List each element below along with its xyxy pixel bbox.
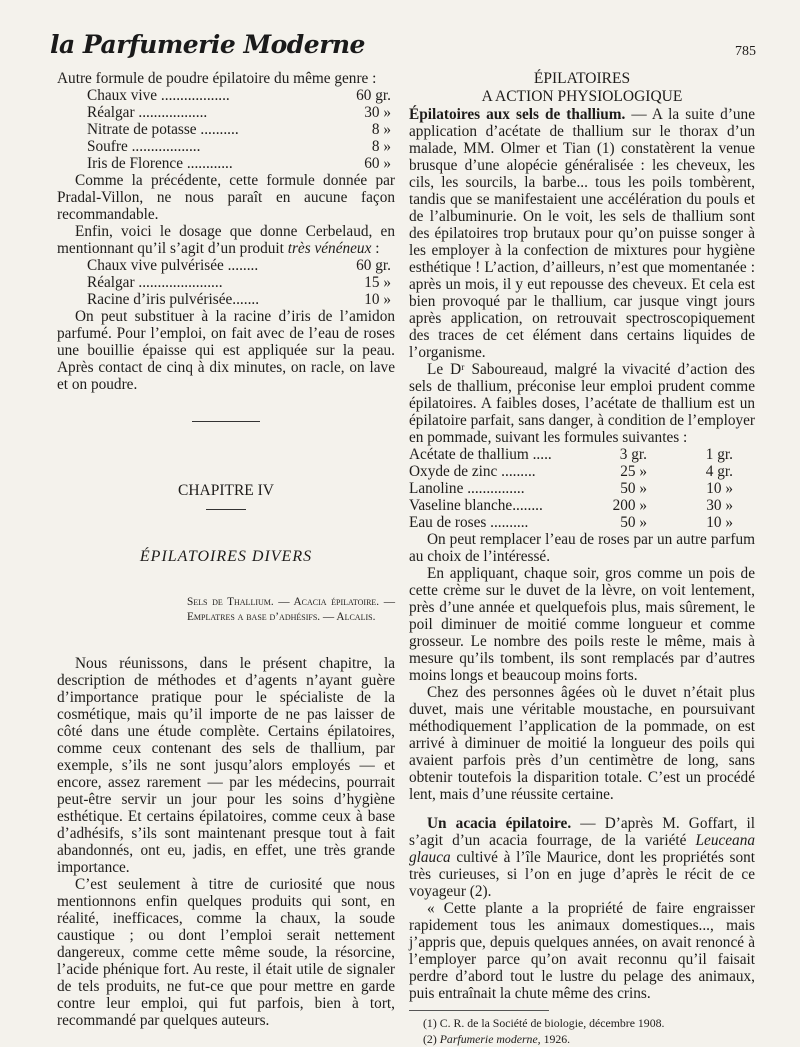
table-row: Lanoline ............... 50 » 10 » [409, 480, 733, 497]
paragraph: Épilatoires aux sels de thallium. — A la suite d’une application d’acétate de thallium sur le thorax d’un malade, MM. Olmer et Tian (1) constatèrent la venue brusque d’une alopécie généralisée : les cheveux, les cils, les sourcils, la barbe... tous les poils tombèrent, tandis que se manifestaient une accélération du pouls et de l’albuminurie. On le voit, les sels de thallium sont des épilatoires trop brutaux pour qu’on puisse songer à les employer à la confection de mixtures pour hygiène esthétique ! L’action, d’ailleurs, n’est que momentanée : après un mois, il y eut repousse des cheveux. Et cela est bien provoqué par le thallium, car jusque vingt jours après application, on retrouvait spectroscopiquement des traces de cet élément dans certains liquides de l’organisme. [409, 106, 755, 361]
recipe-row: Racine d’iris pulvérisée....... 10 » [87, 291, 391, 308]
recipe-row: Chaux vive .................. 60 gr. [87, 87, 391, 104]
recipe-row: Réalgar ...................... 15 » [87, 274, 391, 291]
chapter-summary: Sels de Thallium. — Acacia épilatoire. — Emplatres a base d’adhésifs. — Alcalis. [187, 596, 395, 623]
recipe-row: Nitrate de potasse .......... 8 » [87, 121, 391, 138]
recipe-2 [87, 257, 395, 308]
paragraph: En appliquant, chaque soir, gros comme un pois de cette crème sur le duvet de la lèvre, on voit lentement, près d’une année et quelquefois plus, mais sûrement, le poil diminuer de moitié comme longueur et comme grosseur. Le nombre des poils reste le même, mais à mesure qu’ils tombent, ils sont remplacés par d’autres moins longs et beaucoup moins forts. [409, 565, 755, 684]
chapter-heading: CHAPITRE IV [177, 482, 274, 499]
journal-logo: la Parfumerie Moderne [50, 30, 365, 59]
table-row: Oxyde de zinc ......... 25 » 4 gr. [409, 463, 733, 480]
paragraph: On peut substituer à la racine d’iris de l’amidon parfumé. Pour l’emploi, on fait avec de l’eau de roses une bouillie épaisse qui est appliquée sur la peau. Après contact de cinq à dix minutes, on racle, on lave et on poudre. [57, 308, 395, 393]
footnote-1: (1) C. R. de la Société de biologie, décembre 1908. [423, 1016, 665, 1030]
recipe-row: Soufre .................. 8 » [87, 138, 391, 155]
paragraph: Enfin, voici le dosage que donne Cerbelaud, en mentionnant qu’il s’agit d’un produit très vénéneux : [57, 223, 395, 257]
paragraph: Le Dʳ Saboureaud, malgré la vivacité d’action des sels de thallium, préconise leur emploi prudent comme épilatoires. A faibles doses, l’acétate de thallium est un épilatoire parfait, sans danger, à condition de l’employer en pommade, suivant les formules suivantes : [409, 361, 755, 446]
recipe-1 [87, 87, 395, 172]
page-number: 785 [735, 44, 756, 59]
section-subheading: A ACTION PHYSIOLOGIQUE [481, 88, 683, 105]
paragraph: Nous réunissons, dans le présent chapitre, la description de méthodes et d’agents n’ayant guère d’importance pratique pour le spécialiste de la cosmétique, mais qu’il importe de ne pas laisser de côté dans une étude complète. Certains épilatoires, comme ceux contenant des sels de thallium, par exemple, s’ils ne sont jusqu’alors employés — et encore, assez rarement — par les médecins, pourrait peut-être servir un jour pour les soins d’hygiène esthétique. Et certains épilatoires, comme ceux à base d’adhésifs, s’ils sont maintenant presque tout à fait abandonnés, ont eu, jadis, en effet, une très grande importance. [57, 655, 395, 876]
section-title: ÉPILATOIRES DIVERS [139, 548, 313, 565]
paragraph: Comme la précédente, cette formule donnée par Pradal-Villon, ne nous paraît en aucune façon recommandable. [57, 172, 395, 223]
paragraph: Chez des personnes âgées où le duvet n’était plus duvet, mais une véritable moustache, en poursuivant méthodiquement l’application de la pommade, on est arrivé à diminuer de moitié la longueur des poils qui avaient parfois près d’un centimètre de long, sans obtenir toutefois la disparition totale. C’est un procédé lent, mais d’une réussite certaine. [409, 684, 755, 803]
right-column [409, 70, 755, 1047]
recipe-row: Iris de Florence ............ 60 » [87, 155, 391, 172]
paragraph: On peut remplacer l’eau de roses par un autre parfum au choix de l’intéressé. [409, 531, 755, 565]
table-row: Eau de roses .......... 50 » 10 » [409, 514, 733, 531]
footnote-2: (2) Parfumerie moderne, 1926. [423, 1032, 571, 1046]
paragraph: Un acacia épilatoire. — D’après M. Goffart, il s’agit d’un acacia fourrage, de la variété Leuceana glauca cultivé à l’île Maurice, dont les propriétés sont très curieuses, si l’on en juge d’après le récit de ce voyageur (2). [409, 815, 755, 900]
section-heading: ÉPILATOIRES [533, 70, 631, 87]
recipe-row: Chaux vive pulvérisée ........ 60 gr. [87, 257, 391, 274]
table-row: Vaseline blanche........ 200 » 30 » [409, 497, 733, 514]
intro-line: Autre formule de poudre épilatoire du même genre : [57, 70, 377, 87]
formula-table [409, 446, 733, 531]
paragraph: « Cette plante a la propriété de faire engraisser rapidement tous les animaux domestiques..., mais j’appris que, depuis quelques années, on avait renoncé à l’employer parce qu’on avait reconnu qu’il faisait perdre d’abord tout le lustre du pelage des animaux, puis entraînait la chute même des crins. [409, 900, 755, 1002]
table-row: Acétate de thallium ..... 3 gr. 1 gr. [409, 446, 733, 463]
left-column [57, 70, 395, 1029]
paragraph: C’est seulement à titre de curiosité que nous mentionnons enfin quelques produits qui sont, en réalité, inefficaces, comme la chaux, la soude caustique ; ou dont l’emploi serait nettement dangereux, comme cette même soude, la résorcine, l’acide phénique fort. Au reste, il était utile de signaler de tels produits, ne fut-ce que pour mettre en garde contre leur emploi, qui fut parfois, bien à tort, recommandé par quelques auteurs. [57, 876, 395, 1029]
recipe-row: Réalgar .................. 30 » [87, 104, 391, 121]
footnote-rule [409, 1010, 549, 1011]
